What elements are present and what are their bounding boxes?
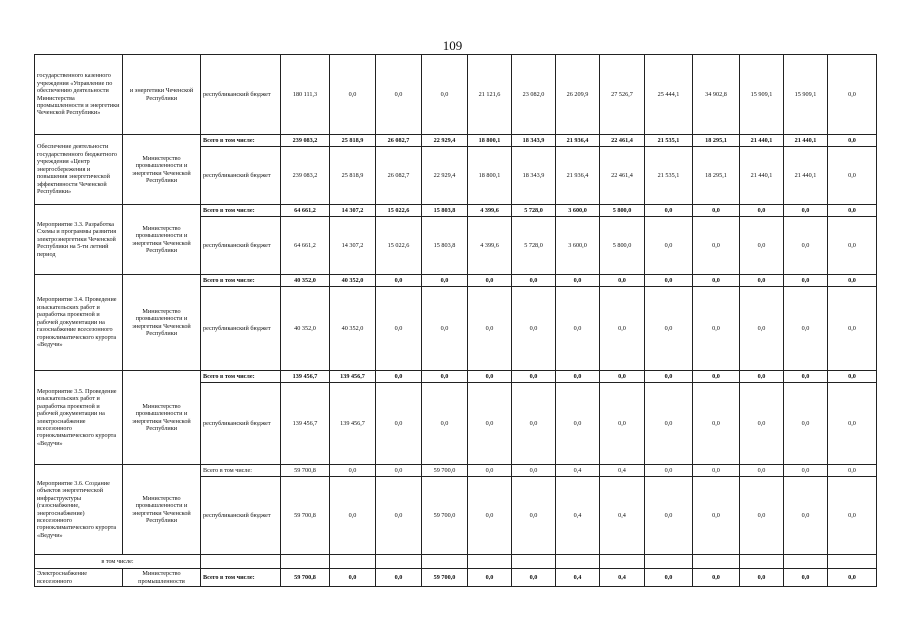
value-cell: 26 082,7 [376,147,422,205]
value-cell: 21 440,1 [740,147,784,205]
value-cell: 0,0 [693,371,740,383]
empty-cell [784,555,828,569]
value-cell: 40 352,0 [281,287,330,371]
value-cell: 22 929,4 [422,135,468,147]
value-cell: 18 800,1 [468,147,512,205]
value-cell: 139 456,7 [281,371,330,383]
table-row [35,465,877,477]
table-row [35,555,877,569]
value-cell: 0,0 [376,371,422,383]
value-cell: 0,0 [645,205,693,217]
value-cell: 0,0 [740,287,784,371]
value-cell: 0,0 [828,205,877,217]
value-cell: 180 111,3 [281,55,330,135]
executor-cell: Министерство промышленности и энергетики Чеченской Республики [123,465,201,555]
value-cell: 0,0 [600,371,645,383]
value-cell: 18 343,9 [512,147,556,205]
value-cell: 0,0 [512,275,556,287]
value-cell: 0,0 [512,371,556,383]
value-cell: 0,0 [828,287,877,371]
value-cell: 0,0 [468,465,512,477]
value-cell: 25 818,9 [330,147,376,205]
value-cell: 0,0 [422,275,468,287]
value-cell: 0,0 [512,569,556,587]
value-cell: 0,0 [693,465,740,477]
value-cell: 59 700,0 [422,569,468,587]
value-cell: 0,0 [693,287,740,371]
value-cell: 0,0 [784,465,828,477]
value-cell: 15 022,6 [376,205,422,217]
value-cell: 21 936,4 [556,135,600,147]
value-cell: 59 700,0 [422,465,468,477]
value-cell: 64 661,2 [281,217,330,275]
value-cell: 4 399,6 [468,205,512,217]
value-cell: 18 295,1 [693,147,740,205]
value-cell: 0,0 [740,205,784,217]
value-cell: 0,0 [600,287,645,371]
value-cell: 0,0 [376,569,422,587]
value-cell: 0,0 [645,465,693,477]
empty-cell [330,555,376,569]
funding-source-cell: Всего в том числе: [201,275,281,287]
value-cell: 40 352,0 [330,275,376,287]
value-cell: 0,0 [645,383,693,465]
value-cell: 0,0 [645,569,693,587]
empty-cell [828,555,877,569]
funding-source-cell: Всего в том числе: [201,135,281,147]
value-cell: 0,4 [600,477,645,555]
value-cell: 0,4 [556,465,600,477]
value-cell: 0,0 [828,477,877,555]
value-cell: 0,0 [784,569,828,587]
value-cell: 15 022,6 [376,217,422,275]
empty-cell [468,555,512,569]
value-cell: 0,0 [376,55,422,135]
value-cell: 0,0 [828,569,877,587]
executor-cell: Министерство промышленности и энергетики Чеченской Республики [123,371,201,465]
value-cell: 0,0 [376,275,422,287]
value-cell: 0,0 [376,465,422,477]
value-cell: 40 352,0 [330,287,376,371]
empty-cell [693,555,740,569]
table-row [35,55,877,135]
table-row [35,371,877,383]
value-cell: 22 929,4 [422,147,468,205]
value-cell: 15 803,8 [422,217,468,275]
value-cell: 25 444,1 [645,55,693,135]
value-cell: 0,0 [693,383,740,465]
value-cell: 22 461,4 [600,135,645,147]
value-cell: 18 295,1 [693,135,740,147]
value-cell: 0,0 [330,569,376,587]
table-row [35,205,877,217]
value-cell: 15 909,1 [740,55,784,135]
value-cell: 0,0 [784,383,828,465]
value-cell: 21 121,6 [468,55,512,135]
table-row [35,569,877,587]
funding-source-cell: Всего в том числе: [201,465,281,477]
value-cell: 0,0 [422,55,468,135]
value-cell: 34 902,8 [693,55,740,135]
executor-cell: Министерство промышленности и энергетики Чеченской Республики [123,135,201,205]
value-cell: 25 818,9 [330,135,376,147]
value-cell: 0,0 [376,287,422,371]
funding-source-cell: республиканский бюджет [201,217,281,275]
value-cell: 0,4 [600,569,645,587]
value-cell: 139 456,7 [330,383,376,465]
empty-cell [600,555,645,569]
value-cell: 0,0 [512,383,556,465]
value-cell: 0,0 [828,55,877,135]
value-cell: 59 700,8 [281,569,330,587]
funding-source-cell: республиканский бюджет [201,477,281,555]
value-cell: 0,0 [556,383,600,465]
value-cell: 0,0 [784,371,828,383]
value-cell: 26 209,9 [556,55,600,135]
value-cell: 0,0 [740,371,784,383]
value-cell: 0,4 [556,477,600,555]
value-cell: 22 461,4 [600,147,645,205]
value-cell: 0,0 [740,217,784,275]
value-cell: 139 456,7 [281,383,330,465]
funding-source-cell: Всего в том числе: [201,371,281,383]
funding-source-cell: республиканский бюджет [201,287,281,371]
value-cell: 0,0 [784,287,828,371]
value-cell: 0,0 [512,477,556,555]
value-cell: 18 800,1 [468,135,512,147]
value-cell: 0,0 [784,217,828,275]
value-cell: 0,0 [693,205,740,217]
value-cell: 0,0 [512,465,556,477]
value-cell: 14 307,2 [330,205,376,217]
empty-cell [512,555,556,569]
value-cell: 4 399,6 [468,217,512,275]
value-cell: 0,0 [828,371,877,383]
value-cell: 5 800,0 [600,217,645,275]
measure-name-cell: Мероприятие 3.6. Создание объектов энергетической инфраструктуры (газоснабжение, энергоснабжение) всесезонного горноклиматического курорта «Ведучи» [35,465,123,555]
executor-cell: Министерство промышленности и энергетики Чеченской Республики [123,205,201,275]
value-cell: 0,0 [556,275,600,287]
funding-source-cell: республиканский бюджет [201,55,281,135]
value-cell: 3 600,0 [556,205,600,217]
value-cell: 0,0 [645,275,693,287]
value-cell: 59 700,8 [281,477,330,555]
measure-name-cell: государственного казенного учреждения «Управление по обеспечению деятельности Министерства промышленности и энергетики Чеченской Республики» [35,55,123,135]
value-cell: 21 535,1 [645,135,693,147]
value-cell: 0,0 [645,217,693,275]
empty-cell [201,555,281,569]
note-cell: в том числе: [35,555,201,569]
value-cell: 0,0 [693,569,740,587]
value-cell: 59 700,0 [422,477,468,555]
executor-cell: Министерство промышленности и энергетики Чеченской Республики [123,275,201,371]
value-cell: 0,0 [828,465,877,477]
value-cell: 21 440,1 [740,135,784,147]
value-cell: 0,0 [828,217,877,275]
value-cell: 5 728,0 [512,205,556,217]
value-cell: 0,0 [828,383,877,465]
funding-source-cell: республиканский бюджет [201,147,281,205]
value-cell: 0,0 [740,275,784,287]
value-cell: 0,0 [600,275,645,287]
empty-cell [645,555,693,569]
value-cell: 0,0 [645,287,693,371]
measure-name-cell: Мероприятие 3.3. Разработка Схемы и программы развития электроэнергетики Чеченской Республики на 5-ти летний период [35,205,123,275]
value-cell: 14 307,2 [330,217,376,275]
value-cell: 239 083,2 [281,147,330,205]
measure-name-cell: Электроснабжение всесезонного [35,569,123,587]
funding-source-cell: республиканский бюджет [201,383,281,465]
value-cell: 0,0 [468,371,512,383]
value-cell: 64 661,2 [281,205,330,217]
value-cell: 18 343,9 [512,135,556,147]
value-cell: 0,0 [645,477,693,555]
value-cell: 5 800,0 [600,205,645,217]
value-cell: 23 082,0 [512,55,556,135]
executor-cell: и энергетики Чеченской Республики [123,55,201,135]
value-cell: 139 456,7 [330,371,376,383]
value-cell: 0,0 [828,147,877,205]
value-cell: 239 083,2 [281,135,330,147]
empty-cell [376,555,422,569]
value-cell: 0,0 [330,55,376,135]
value-cell: 0,0 [600,383,645,465]
value-cell: 21 535,1 [645,147,693,205]
value-cell: 0,0 [693,477,740,555]
value-cell: 0,0 [512,287,556,371]
measure-name-cell: Мероприятие 3.4. Проведение изыскательских работ и разработка проектной и рабочей документации на газоснабжение всесезонного горноклиматического курорта «Ведучи» [35,275,123,371]
value-cell: 26 082,7 [376,135,422,147]
value-cell: 0,0 [645,371,693,383]
value-cell: 0,0 [740,465,784,477]
value-cell: 0,0 [828,135,877,147]
value-cell: 0,0 [693,217,740,275]
value-cell: 0,0 [468,383,512,465]
value-cell: 27 526,7 [600,55,645,135]
value-cell: 3 600,0 [556,217,600,275]
value-cell: 40 352,0 [281,275,330,287]
value-cell: 0,0 [693,275,740,287]
empty-cell [422,555,468,569]
value-cell: 0,0 [468,569,512,587]
value-cell: 0,0 [376,477,422,555]
value-cell: 0,0 [740,569,784,587]
value-cell: 15 803,8 [422,205,468,217]
value-cell: 0,0 [468,477,512,555]
value-cell: 21 936,4 [556,147,600,205]
table-row [35,135,877,147]
table-row [35,275,877,287]
value-cell: 0,0 [330,477,376,555]
value-cell: 0,0 [422,287,468,371]
value-cell: 15 909,1 [784,55,828,135]
value-cell: 0,0 [740,383,784,465]
value-cell: 0,0 [556,371,600,383]
empty-cell [740,555,784,569]
executor-cell: Министерство промышленности [123,569,201,587]
value-cell: 5 728,0 [512,217,556,275]
funding-source-cell: Всего в том числе: [201,205,281,217]
value-cell: 0,4 [600,465,645,477]
value-cell: 21 440,1 [784,147,828,205]
value-cell: 0,0 [468,275,512,287]
value-cell: 0,0 [422,371,468,383]
empty-cell [281,555,330,569]
page-number: 109 [442,38,463,53]
value-cell: 0,0 [828,275,877,287]
value-cell: 0,0 [330,465,376,477]
value-cell: 0,4 [556,569,600,587]
value-cell: 0,0 [422,383,468,465]
measure-name-cell: Обеспечение деятельности государственного бюджетного учреждения «Центр энергосбережения и повышения энергетической эффективности Чеченской Республики» [35,135,123,205]
funding-source-cell: Всего в том числе: [201,569,281,587]
value-cell: 0,0 [556,287,600,371]
value-cell: 0,0 [784,477,828,555]
value-cell: 0,0 [784,275,828,287]
budget-table [34,54,877,587]
value-cell: 0,0 [740,477,784,555]
empty-cell [556,555,600,569]
value-cell: 59 700,8 [281,465,330,477]
value-cell: 0,0 [468,287,512,371]
value-cell: 0,0 [376,383,422,465]
measure-name-cell: Мероприятие 3.5. Проведение изыскательских работ и разработка проектной и рабочей документации на электроснабжение всесезонного горноклиматического курорта «Ведучи» [35,371,123,465]
value-cell: 0,0 [784,205,828,217]
value-cell: 21 440,1 [784,135,828,147]
